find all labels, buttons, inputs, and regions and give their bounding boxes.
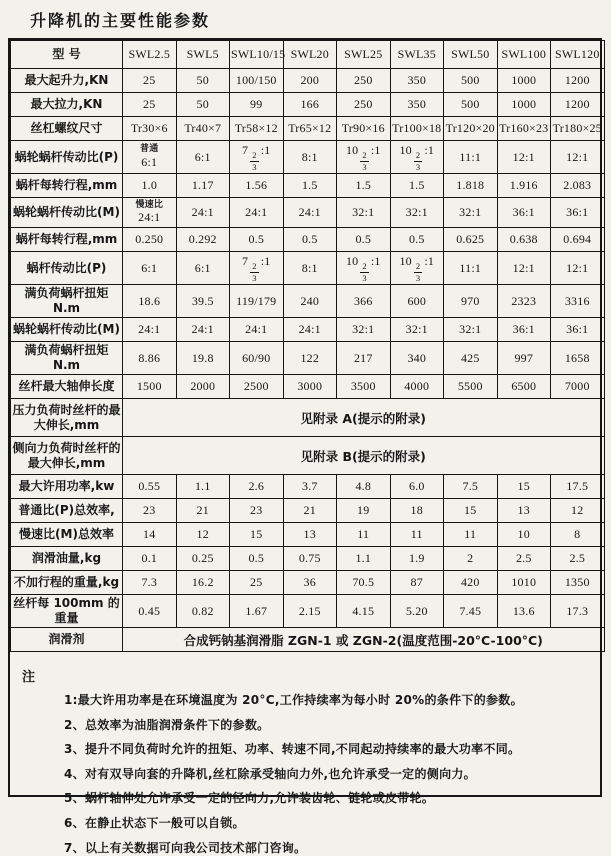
value-cell: 970 [444, 285, 498, 318]
value-cell: 2.5 [551, 547, 605, 571]
value-cell: 500 [444, 69, 498, 93]
value-cell: 0.5 [337, 228, 391, 252]
value-cell: 425 [444, 342, 498, 375]
table-row [11, 475, 605, 499]
value-cell: 0.82 [176, 595, 230, 628]
value-cell: 8:1 [283, 252, 337, 285]
value-cell: 122 [283, 342, 337, 375]
value-cell: 23 [230, 499, 284, 523]
value-cell: 6:1 [176, 141, 230, 174]
table-row [11, 174, 605, 198]
value-cell: 19 [337, 499, 391, 523]
value-cell: 13.6 [497, 595, 551, 628]
value-cell: 36:1 [551, 318, 605, 342]
model-column-header: SWL120 [551, 41, 605, 69]
model-column-header: SWL100 [497, 41, 551, 69]
value-cell: Tr30×6 [123, 117, 177, 141]
model-column-header: SWL20 [283, 41, 337, 69]
notes-list [20, 693, 588, 856]
value-cell: 350 [390, 93, 444, 117]
value-cell: 36:1 [551, 198, 605, 228]
value-cell: 18.6 [123, 285, 177, 318]
table-row [11, 198, 605, 228]
table-row [11, 523, 605, 547]
value-cell: 10 $\frac{2}{3}$ :1 [337, 141, 391, 174]
table-row [11, 595, 605, 628]
row-label-cell: 蜗轮蜗杆传动比(P) [11, 141, 123, 174]
value-cell: 366 [337, 285, 391, 318]
table-row [11, 252, 605, 285]
value-cell: 0.5 [390, 228, 444, 252]
value-cell: 1200 [551, 93, 605, 117]
value-cell: 99 [230, 93, 284, 117]
value-cell: Tr40×7 [176, 117, 230, 141]
fraction: $\frac{2}{3}$ [252, 150, 257, 172]
value-cell: 350 [390, 69, 444, 93]
value-cell: 600 [390, 285, 444, 318]
value-cell: 25 [123, 69, 177, 93]
row-label-cell: 最大许用功率,kw [11, 475, 123, 499]
value-cell: Tr90×16 [337, 117, 391, 141]
fraction: $\frac{2}{3}$ [252, 261, 257, 283]
row-label-cell: 润滑油量,kg [11, 547, 123, 571]
value-cell: 119/179 [230, 285, 284, 318]
value-cell: 25 [123, 93, 177, 117]
value-cell: 16.2 [176, 571, 230, 595]
fraction: $\frac{2}{3}$ [415, 261, 421, 283]
value-cell: 1.5 [283, 174, 337, 198]
value-cell: 1658 [551, 342, 605, 375]
row-label-cell: 压力负荷时丝杆的最大伸长,mm [11, 399, 123, 437]
spec-table-container [8, 38, 602, 855]
row-label-cell: 丝杠螺纹尺寸 [11, 117, 123, 141]
value-cell: 13 [283, 523, 337, 547]
table-row [11, 93, 605, 117]
row-label-cell: 丝杆最大轴伸长度 [11, 375, 123, 399]
value-cell: 240 [283, 285, 337, 318]
value-cell: 23 [123, 499, 177, 523]
value-cell: 4000 [390, 375, 444, 399]
value-cell: 6500 [497, 375, 551, 399]
value-cell: 15 [230, 523, 284, 547]
value-cell: 24:1 [123, 318, 177, 342]
value-cell: 250 [337, 69, 391, 93]
table-row [11, 141, 605, 174]
note-item: 2、总效率为油脂润滑条件下的参数。 [64, 717, 270, 732]
value-cell: 32:1 [390, 318, 444, 342]
value-cell: 24:1 [176, 198, 230, 228]
model-header-cell: 型 号 [11, 41, 123, 69]
value-cell: 420 [444, 571, 498, 595]
value-cell: 0.5 [283, 228, 337, 252]
note-item: 3、提升不同负荷时允许的扭矩、功率、转速不同,不同起动持续率的最大功率不同。 [64, 742, 521, 757]
value-cell: 11:1 [444, 252, 498, 285]
value-cell: 166 [283, 93, 337, 117]
fraction: $\frac{2}{3}$ [362, 261, 367, 283]
table-row [11, 571, 605, 595]
value-cell: 0.292 [176, 228, 230, 252]
notes-section [10, 652, 600, 856]
value-cell: 24:1 [283, 198, 337, 228]
row-label-cell: 蜗杆传动比(P) [11, 252, 123, 285]
row-label-cell: 侧向力负荷时丝杆的最大伸长,mm [11, 437, 123, 475]
value-cell: 12 [176, 523, 230, 547]
value-cell: 4.15 [337, 595, 391, 628]
value-cell: 1010 [497, 571, 551, 595]
spanned-value-cell: 见附录 B(提示的附录) [123, 437, 605, 475]
value-cell: 21 [176, 499, 230, 523]
value-cell: 1.9 [390, 547, 444, 571]
table-row [11, 437, 605, 475]
table-row [11, 285, 605, 318]
value-cell: 1.0 [123, 174, 177, 198]
value-cell: 32:1 [337, 318, 391, 342]
value-cell: 6:1 [123, 252, 177, 285]
note-item: 7、以上有关数据可向我公司技术部门咨询。 [64, 840, 307, 855]
model-column-header: SWL10/15 [230, 41, 284, 69]
row-label-cell: 蜗轮蜗杆传动比(M) [11, 198, 123, 228]
table-row [11, 399, 605, 437]
value-cell: 2.5 [497, 547, 551, 571]
table-row [11, 318, 605, 342]
model-column-header: SWL2.5 [123, 41, 177, 69]
value-cell: 0.75 [283, 547, 337, 571]
value-cell: 1.916 [497, 174, 551, 198]
value-cell: 2.6 [230, 475, 284, 499]
table-row [11, 547, 605, 571]
value-cell: 8 [551, 523, 605, 547]
value-cell: 250 [337, 93, 391, 117]
spanned-value-cell: 合成钙钠基润滑脂 ZGN-1 或 ZGN-2(温度范围-20°C-100°C) [123, 628, 605, 652]
value-cell: 12:1 [497, 141, 551, 174]
value-cell: 2323 [497, 285, 551, 318]
value-cell: 87 [390, 571, 444, 595]
value-cell: 7000 [551, 375, 605, 399]
value-cell: Tr120×20 [444, 117, 498, 141]
value-cell: 21 [283, 499, 337, 523]
value-cell: 11 [390, 523, 444, 547]
value-cell: 200 [283, 69, 337, 93]
value-cell: 24:1 [230, 318, 284, 342]
row-label-cell: 润滑剂 [11, 628, 123, 652]
value-cell: 2.15 [283, 595, 337, 628]
fraction: $\frac{2}{3}$ [362, 150, 367, 172]
value-cell: 1.5 [337, 174, 391, 198]
value-cell: 24:1 [283, 318, 337, 342]
value-cell: 0.5 [230, 228, 284, 252]
value-cell: 39.5 [176, 285, 230, 318]
value-cell: 32:1 [444, 318, 498, 342]
value-cell: 0.625 [444, 228, 498, 252]
note-item: 6、在静止状态下一般可以自锁。 [64, 815, 245, 830]
value-cell: 11 [444, 523, 498, 547]
value-cell: 0.25 [176, 547, 230, 571]
row-label-cell: 最大拉力,KN [11, 93, 123, 117]
value-cell: 70.5 [337, 571, 391, 595]
value-cell: 36 [283, 571, 337, 595]
value-cell: 1.1 [176, 475, 230, 499]
page-title: 升降机的主要性能参数 [30, 11, 211, 30]
value-cell: 8:1 [283, 141, 337, 174]
value-cell: 慢速比 24:1 [123, 198, 177, 228]
value-cell: 36:1 [497, 198, 551, 228]
table-body [11, 69, 605, 652]
value-cell: 36:1 [497, 318, 551, 342]
value-cell: Tr65×12 [283, 117, 337, 141]
table-row [11, 628, 605, 652]
table-row [11, 375, 605, 399]
row-label-cell: 蜗杆每转行程,mm [11, 174, 123, 198]
header-row [11, 41, 605, 69]
value-cell: 4.8 [337, 475, 391, 499]
value-cell: 1000 [497, 69, 551, 93]
note-item: 1:最大许用功率是在环境温度为 20°C,工作持续率为每小时 20%的条件下的参数。 [64, 693, 523, 707]
value-cell: Tr100×18 [390, 117, 444, 141]
value-cell: 1500 [123, 375, 177, 399]
value-cell: 13 [497, 499, 551, 523]
note-item: 4、对有双导向套的升降机,丝杠除承受轴向力外,也允许承受一定的侧向力。 [64, 766, 476, 781]
value-cell: 2 [444, 547, 498, 571]
row-label-cell: 满负荷蜗杆扭矩 N.m [11, 342, 123, 375]
value-cell: 普通 6:1 [123, 141, 177, 174]
value-cell: 2500 [230, 375, 284, 399]
value-cell: 60/90 [230, 342, 284, 375]
value-cell: 3500 [337, 375, 391, 399]
value-cell: Tr180×25 [551, 117, 605, 141]
value-cell: 7.3 [123, 571, 177, 595]
value-cell: 7.5 [444, 475, 498, 499]
value-cell: 0.45 [123, 595, 177, 628]
value-cell: 32:1 [390, 198, 444, 228]
value-cell: 1.67 [230, 595, 284, 628]
value-cell: 32:1 [444, 198, 498, 228]
fraction: $\frac{2}{3}$ [415, 150, 421, 172]
model-column-header: SWL50 [444, 41, 498, 69]
row-label-cell: 满负荷蜗杆扭矩 N.m [11, 285, 123, 318]
row-label-cell: 蜗轮蜗杆传动比(M) [11, 318, 123, 342]
value-cell: 11 [337, 523, 391, 547]
value-cell: 0.694 [551, 228, 605, 252]
value-cell: 1200 [551, 69, 605, 93]
value-cell: 0.250 [123, 228, 177, 252]
value-cell: Tr160×23 [497, 117, 551, 141]
value-cell: 12:1 [497, 252, 551, 285]
value-cell: 12:1 [551, 252, 605, 285]
value-cell: 14 [123, 523, 177, 547]
value-cell: 3000 [283, 375, 337, 399]
value-cell: 500 [444, 93, 498, 117]
value-cell: 17.5 [551, 475, 605, 499]
table-row [11, 499, 605, 523]
value-cell: 10 $\frac{2}{3}$ :1 [390, 252, 444, 285]
value-cell: 1.5 [390, 174, 444, 198]
value-cell: 18 [390, 499, 444, 523]
value-cell: 50 [176, 69, 230, 93]
value-cell: 1.56 [230, 174, 284, 198]
note-item: 5、蜗杆轴伸处允许承受一定的径向力,允许装齿轮、链轮或皮带轮。 [64, 791, 435, 806]
value-cell: 19.8 [176, 342, 230, 375]
row-label-cell: 慢速比(M)总效率 [11, 523, 123, 547]
value-cell: 7 $\frac{2}{3}$ :1 [230, 252, 284, 285]
value-cell: 6.0 [390, 475, 444, 499]
row-label-cell: 丝杆每 100mm 的重量 [11, 595, 123, 628]
value-cell: 100/150 [230, 69, 284, 93]
value-cell: 10 [497, 523, 551, 547]
row-label-cell: 不加行程的重量,kg [11, 571, 123, 595]
value-cell: 1.818 [444, 174, 498, 198]
table-row [11, 69, 605, 93]
value-cell: 1.1 [337, 547, 391, 571]
value-cell: 3.7 [283, 475, 337, 499]
value-cell: 5500 [444, 375, 498, 399]
model-column-header: SWL25 [337, 41, 391, 69]
value-cell: 5.20 [390, 595, 444, 628]
value-cell: 32:1 [337, 198, 391, 228]
value-cell: 24:1 [176, 318, 230, 342]
table-row [11, 228, 605, 252]
notes-heading: 注 [22, 670, 36, 685]
value-cell: 10 $\frac{2}{3}$ :1 [390, 141, 444, 174]
table-row [11, 342, 605, 375]
value-cell: 0.55 [123, 475, 177, 499]
spec-table [10, 40, 605, 652]
model-column-header: SWL5 [176, 41, 230, 69]
value-cell: 1.17 [176, 174, 230, 198]
value-cell: 340 [390, 342, 444, 375]
model-column-header: SWL35 [390, 41, 444, 69]
value-cell: 15 [444, 499, 498, 523]
value-cell: 2000 [176, 375, 230, 399]
value-cell: 0.638 [497, 228, 551, 252]
value-cell: 12 [551, 499, 605, 523]
value-cell: 997 [497, 342, 551, 375]
value-cell: 7 $\frac{2}{3}$ :1 [230, 141, 284, 174]
value-cell: 25 [230, 571, 284, 595]
row-label-cell: 普通比(P)总效率, [11, 499, 123, 523]
spanned-value-cell: 见附录 A(提示的附录) [123, 399, 605, 437]
row-label-cell: 最大起升力,KN [11, 69, 123, 93]
value-cell: 24:1 [230, 198, 284, 228]
value-cell: 11:1 [444, 141, 498, 174]
value-cell: 217 [337, 342, 391, 375]
value-cell: 0.1 [123, 547, 177, 571]
table-row [11, 117, 605, 141]
value-cell: 12:1 [551, 141, 605, 174]
value-cell: 2.083 [551, 174, 605, 198]
value-cell: 17.3 [551, 595, 605, 628]
value-cell: 1350 [551, 571, 605, 595]
value-cell: 1000 [497, 93, 551, 117]
value-cell: 6:1 [176, 252, 230, 285]
value-cell: 8.86 [123, 342, 177, 375]
value-cell: 15 [497, 475, 551, 499]
value-cell: 10 $\frac{2}{3}$ :1 [337, 252, 391, 285]
row-label-cell: 蜗杆每转行程,mm [11, 228, 123, 252]
value-cell: 0.5 [230, 547, 284, 571]
value-cell: 50 [176, 93, 230, 117]
value-cell: 7.45 [444, 595, 498, 628]
value-cell: Tr58×12 [230, 117, 284, 141]
value-cell: 3316 [551, 285, 605, 318]
